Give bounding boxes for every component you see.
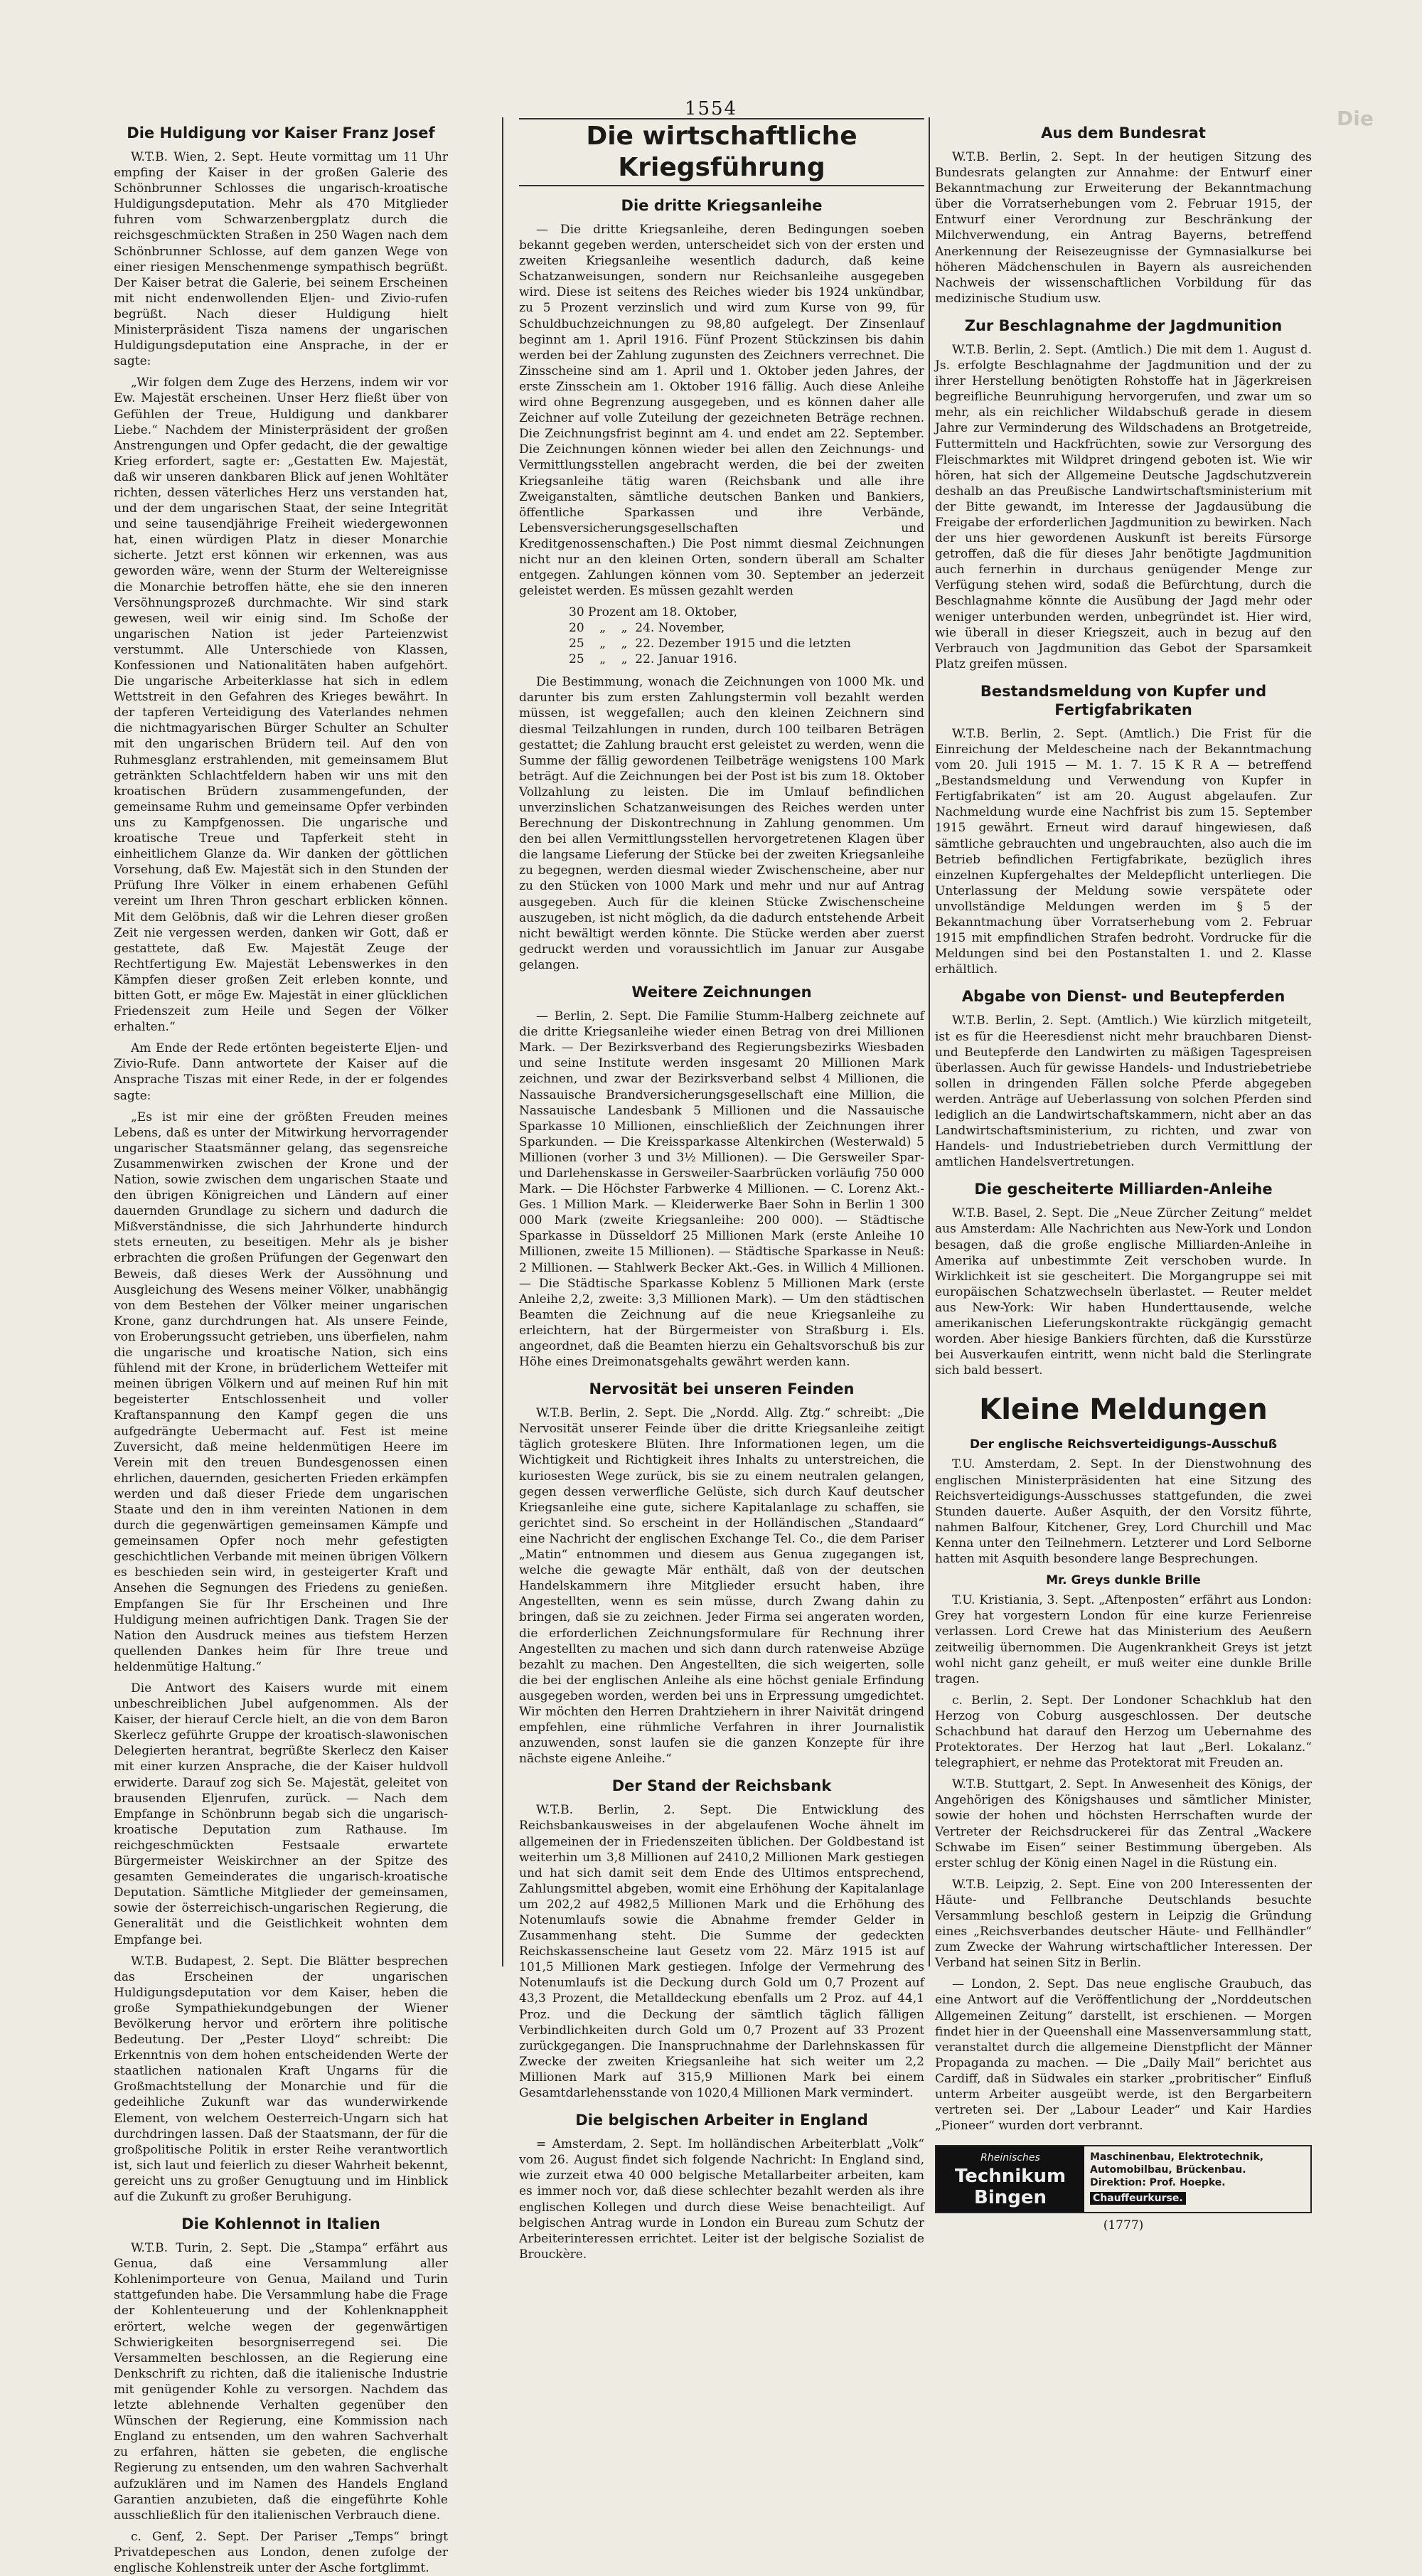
ad-line: Direktion: Prof. Hoepke.: [1090, 2177, 1226, 2189]
article-title: Nervosität bei unseren Feinden: [589, 1380, 855, 1398]
article-paragraph: = Amsterdam, 2. Sept. Im holländischen Arbeiterblatt „Volk“ vom 26. August findet sich folgende Nachricht: In England sind, wie zurzeit etwa 40 000 belgische Metallarbeiter arbeiten, kam es immer noch vor, daß diese schlechter bezahlt werden als ihre englischen Kollegen und durch diese Weise benachteiligt. Auf belgischen Antrag wurde in London ein Bureau zum Schutz der Arbeiterinteressen errichtet. Leiter ist der belgische Sozialist de Brouckère.: [519, 2137, 924, 2262]
article-paragraph: W.T.B. Basel, 2. Sept. Die „Neue Zürcher Zeitung“ meldet aus Amsterdam: Alle Nachrichten aus New-York und London besagen, daß die große englische Milliarden-Anleihe in Amerika auf unbestimmte Zeit verschoben wurde. In Wirklichkeit ist sie gescheitert. Die Morgangruppe sei mit europäischen Schatzwechseln überlastet. — Reuter meldet aus New-York: Wir haben Hunderttausende, welche amerikanischen Lieferungskontrakte rückgängig gemacht worden. Aber hiesige Bankiers fürchten, daß die Kursstürze bei Ausverkaufen eintritt, wenn nicht bald die Sterlingrate sich bald bessert.: [935, 1206, 1312, 1378]
ad-brand: [936, 2146, 1084, 2212]
article-paragraph: W.T.B. Berlin, 2. Sept. Die Entwicklung des Reichsbankausweises in der abgelaufenen Woche ähnelt im allgemeinen der in Friedenszeiten üblichen. Der Goldbestand ist weiterhin um 3,8 Millionen auf 2410,2 Millionen Mark gestiegen und hat sich damit seit dem Ende des Ultimos entsprechend, Zahlungsmittel abgeben, womit eine Erhöhung der Kapitalanlage um 202,2 auf 4982,5 Millionen Mark und die Erhöhung des Notenumlaufs sowie die Abnahme fremder Gelder in Zusammenhang steht. Die Summe der gedeckten Reichskassenscheine laut Gesetz vom 22. März 1915 ist auf 101,5 Millionen Mark gestiegen. Infolge der Vermehrung des Notenumlaufs ist die Deckung durch Gold um 0,7 Prozent auf 43,3 Prozent, die Metalldeckung ebenfalls um 2 Proz. auf 44,1 Proz. und die Deckung der sämtlich täglich fälligen Verbindlichkeiten durch Gold um 0,7 Prozent auf 33 Prozent zurückgegangen. Die Inanspruchnahme der Darlehnskassen für Zwecke der zweiten Kriegsanleihe hat sich weiter um 2,2 Millionen Mark auf 315,9 Millionen Mark bei einem Gesamtdarlehensstande von 1020,4 Millionen Mark vermindert.: [519, 1803, 924, 2101]
ad-code: (1777): [1103, 2218, 1144, 2233]
article-paragraph: — Berlin, 2. Sept. Die Familie Stumm-Halberg zeichnete auf die dritte Kriegsanleihe wieder einen Betrag von drei Millionen Mark. — Der Bezirksverband des Regierungsbezirks Wiesbaden und seine Institute werden insgesamt 20 Millionen Mark zeichnen, und zwar der Bezirksverband selbst 4 Millionen, die Nassauische Brandversicherungsgesellschaft eine Million, die Nassauische Landesbank 5 Millionen und die Nassauische Sparkasse 10 Millionen, einschließlich der Zeichnungen ihrer Sparkunden. — Die Kreissparkasse Altenkirchen (Westerwald) 5 Millionen (vorher 3 und 3½ Millionen). — Die Gersweiler Spar- und Darlehenskasse in Gersweiler-Saarbrücken vorläufig 750 000 Mark. — Die Höchster Farbwerke 4 Millionen. — C. Lorenz Akt.-Ges. 1 Million Mark. — Kleiderwerke Baer Sohn in Berlin 1 300 000 Mark (zweite Kriegsanleihe: 200 000). — Städtische Sparkasse in Düsseldorf 25 Millionen Mark (erste Anleihe 10 Millionen, zweite 15 Millionen). — Städtische Sparkasse in Neuß: 2 Millionen. — Stahlwerk Becker Akt.-Ges. in Willich 4 Millionen. — Die Städtische Sparkasse Koblenz 5 Millionen Mark (erste Anleihe 2,2, zweite: 3,3 Millionen Mark). — Um den städtischen Beamten die Zeichnung auf die neue Kriegsanleihe zu erleichtern, hat der Bürgermeister von Straßburg i. Els. angeordnet, daß die Beamten hierzu ein Gehaltsvorschuß bis zur Höhe eines Dreimonatsgehalts gewährt werden kann.: [519, 1009, 924, 1370]
section-headline: Die wirtschaftliche Kriegsführung: [519, 118, 924, 186]
article-paragraph: W.T.B. Berlin, 2. Sept. Die „Nordd. Allg. Ztg.“ schreibt: „Die Nervosität unserer Feinde über die dritte Kriegsanleihe zeitigt täglich groteskere Blüten. Ihre Informationen legen, um die Wichtigkeit und Richtigkeit ihres Inhalts zu unterstreichen, die kuriosesten Wege zurück, bis sie zu einem neutralen gelangen, gegen dessen verwerfliche Gelüste, sich durch Kauf deutscher Kriegsanleihe eine gute, sichere Kapitalanlage zu schaffen, sie gerichtet sind. So erscheint in der Holländischen „Standaard“ eine Nachricht der englischen Exchange Tel. Co., die dem Pariser „Matin“ entnommen und diesem aus Genua zugegangen ist, welche die gewagte Mär enthält, daß von der deutschen Handelskammern ihre Mitglieder ersucht haben, ihre Angestellten, wenn es sein müsse, durch Zwang dahin zu bringen, daß sie zu zeichnen. Jeder Firma sei angeraten worden, die erforderlichen Zeichnungsformulare für Rechnung ihrer Angestellten zu machen und sich dann durch ratenweise Abzüge bezahlt zu machen. Den Angestellten, die sich weigerten, solle die bei der englischen Anleihe als eine höchst geniale Erfindung ausgegeben worden, werden bei uns in Erpressung umgedichtet. Wir möchten den Herren Drahtziehern in ihrer Naivität dringend empfehlen, eine rühmliche Verfahren in ihrer Journalistik anzuwenden, sonst laufen sie die ganzen Konzepte für ihre nächste eigene Anleihe.“: [519, 1406, 924, 1767]
payment-row: 25 „ „ 22. Januar 1916.: [569, 652, 737, 667]
ad-line: Maschinenbau, Elektrotechnik,: [1090, 2151, 1264, 2163]
article-title: Die gescheiterte Milliarden-Anleihe: [974, 1181, 1273, 1198]
payment-row: 20 „ „ 24. November,: [569, 621, 725, 636]
article-paragraph: T.U. Amsterdam, 2. Sept. In der Dienstwohnung des englischen Ministerpräsidenten hat eine Sitzung des Reichsverteidigungs-Ausschusses stattgefunden, die zwei Stunden dauerte. Außer Asquith, der den Vorsitz führte, nahmen Balfour, Kitchener, Grey, Lord Churchill und Mac Kenna unter den Teilnehmern. Letzterer und Lord Selborne hatten mit Asquith besondere lange Besprechungen.: [935, 1457, 1312, 1567]
column-divider: [929, 117, 930, 1966]
article-paragraph: Die Bestimmung, wonach die Zeichnungen von 1000 Mk. und darunter bis zum ersten Zahlungstermin voll bezahlt werden müssen, ist weggefallen; auch den kleinen Zeichnern sind diesmal Teilzahlungen in runden, durch 100 teilbaren Beträgen gestattet; die Zahlung braucht erst geleistet zu werden, wenn die Summe der fällig gewordenen Teilbeträge wenigstens 100 Mark beträgt. Auf die Zeichnungen bei der Post ist bis zum 18. Oktober Vollzahlung zu leisten. Die im Umlauf befindlichen unverzinslichen Schatzanweisungen des Reiches werden unter Berechnung der Diskontrechnung in Zahlung genommen. Um den bei allen Vermittlungsstellen hervorgetretenen Klagen über die langsame Lieferung der Stücke bei der zweiten Kriegsanleihe zu begegnen, werden diesmal wieder Zwischenscheine, aber nur zu den Stücken von 1000 Mark und mehr und nur auf Antrag ausgegeben. Auch für die kleinen Stücke Zwischenscheine auszugeben, ist nicht möglich, da die dadurch entstehende Arbeit nicht bewältigt werden könnte. Die Stücke werden aber zuerst gedruckt werden und voraussichtlich im Januar zur Ausgabe gelangen.: [519, 675, 924, 972]
advertisement: [935, 2145, 1312, 2213]
payment-row: 30 Prozent am 18. Oktober,: [569, 605, 738, 620]
article-paragraph: W.T.B. Budapest, 2. Sept. Die Blätter besprechen das Erscheinen der ungarischen Huldigungsdeputation vor dem Kaiser, heben die große Sympathiekundgebungen der Wiener Bevölkerung hervor und erörtern ihre politische Bedeutung. Der „Pester Lloyd“ schreibt: Die Erkenntnis von dem hohen entscheidenden Werte der staatlichen nationalen Kraft Ungarns für die Großmachtstellung der Monarchie und für die gedeihliche Zukunft war das wunderwirkende Element, von welchem Oesterreich-Ungarn sich hat durchdringen lassen. Daß der Staatsmann, der für die großpolitische Politik in erster Reihe verantwortlich ist, sich laut und feierlich zu dieser Wahrheit bekennt, gereicht uns zu großer Genugtuung und im Hinblick auf die Zukunft zu großer Beruhigung.: [114, 1954, 448, 2204]
article-paragraph: W.T.B. Berlin, 2. Sept. (Amtlich.) Die mit dem 1. August d. Js. erfolgte Beschlagnahme der Jagdmunition und der zu ihrer Herstellung benötigten Rohstoffe hat in Jägerkreisen begreifliche Beunruhigung hervorgerufen, und zwar um so mehr, als ein reichlicher Wildabschuß gerade in diesem Jahre zur Verminderung des Wildschadens an Brotgetreide, Futtermitteln und Hackfrüchten, sowie zur Versorgung des Fleischmarktes mit Wildpret dringend geboten ist. Wie wir hören, hat sich der Allgemeine Deutsche Jagdschutzverein deshalb an das Preußische Landwirtschaftsministerium mit der Bitte gewandt, im Interesse der Jagdausübung die Freigabe der erforderlichen Jagdmunition zu bewirken. Nach der uns hier gewordenen Auskunft ist bereits Fürsorge getroffen, daß die für dieses Jahr benötigte Jagdmunition auch fernerhin in durchaus genügender Menge zur Verfügung stehen wird, sodaß die Befürchtung, durch die Beschlagnahme könnte die Ausübung der Jagd mehr oder weniger unterbunden werden, unbegründet ist. Hier wird, wie überall in dieser Kriegszeit, auch in bezug auf den Verbrauch von Jagdmunition das Gebot der Sparsamkeit Platz greifen müssen.: [935, 342, 1312, 671]
article-paragraph: T.U. Kristiania, 3. Sept. „Aftenposten“ erfährt aus London: Grey hat vorgestern London für eine kurze Ferienreise verlassen. Lord Crewe hat das Ministerium des Aeußern zeitweilig übernommen. Die Augenkrankheit Greys ist jetzt wohl nicht ganz geheilt, er muß weiter eine dunkle Brille tragen.: [935, 1593, 1312, 1686]
article-paragraph: „Wir folgen dem Zuge des Herzens, indem wir vor Ew. Majestät erscheinen. Unser Herz fließt über von Gefühlen der Treue, Huldigung und dankbarer Liebe.“ Nachdem der Ministerpräsident der großen Anstrengungen und Opfer gedacht, die der gewaltige Krieg erfordert, sagte er: „Gestatten Ew. Majestät, daß wir unseren dankbaren Blick auf jenen Wohltäter richten, dessen väterliches Herz uns verstanden hat, und der dem ungarischen Staat, der seine Integrität und seine tausendjährige Freiheit wiedergewonnen hat, einen würdigen Platz in dieser Monarchie sicherte. Jetzt erst können wir erkennen, was aus geworden wäre, wenn der Sturm der Weltereignisse die Monarchie betroffen hätte, ehe sie den inneren Versöhnungsprozeß durchmachte. Wir sind stark gewesen, weil wir einig sind. Im Schoße der ungarischen Nation ist jeder Parteienzwist verstummt. Alle Unterschiede von Klassen, Konfessionen und Nationalitäten haben aufgehört. Die ungarische Arbeiterklasse hat sich in edlem Wettstreit in den Gefahren des Krieges bewährt. In der tapferen Verteidigung des Vaterlandes nehmen die nichtmagyarischen Bürger Schulter an Schulter mit den ungarischen Brüdern teil. Auf den von Ruhmesglanz erstrahlenden, mit gemeinsamem Blut getränkten Schlachtfeldern haben wir uns mit den kroatischen Brüdern zusammengefunden, der gemeinsame Ruhm und gemeinsame Opfer verbinden uns zu Kampfgenossen. Die ungarische und kroatische Treue und Tapferkeit steht in einheitlichem Glanze da. Wir danken der göttlichen Vorsehung, daß Ew. Majestät sich in den Stunden der Prüfung Ihre Völker in einem erhabenen Gefühl vereint um Ihren Thron geschart erblicken können. Mit dem Gelöbnis, daß wir die Lehren dieser großen Zeit nie vergessen werden, danken wir Gott, daß er gestattete, daß Ew. Majestät Zeuge der Rechtfertigung Ew. Majestät Lebenswerkes in den Kämpfen dieser großen Zeit erleben konnte, und bitten Gott, er möge Ew. Majestät in einer glücklichen Friedenszeit zum Heile und Segen der Völker erhalten.“: [114, 376, 448, 1035]
ad-line: Chauffeurkurse.: [1090, 2192, 1186, 2205]
article-paragraph: Am Ende der Rede ertönten begeisterte Eljen- und Zivio-Rufe. Dann antwortete der Kaiser auf die Ansprache Tiszas mit einer Rede, in der er folgendes sagte:: [114, 1041, 448, 1103]
payment-row: 25 „ „ 22. Dezember 1915 und die letzten: [569, 637, 851, 651]
column-right: [935, 114, 1312, 2233]
column-divider: [502, 117, 503, 1966]
article-title: Der Stand der Reichsbank: [611, 1777, 832, 1795]
article-paragraph: — Die dritte Kriegsanleihe, deren Bedingungen soeben bekannt gegeben werden, unterscheidet sich von der ersten und zweiten Kriegsanleihe wesentlich dadurch, daß keine Schatzanweisungen, sondern nur Reichsanleihe ausgegeben wird. Diese ist seitens des Reiches wieder bis 1924 unkündbar, zu 5 Prozent verzinslich und wird zum Kurse von 99, für Schuldbuchzeichnungen zu 98,80 aufgelegt. Der Zinsenlauf beginnt am 1. April 1916. Fünf Prozent Stückzinsen bis dahin werden bei der Zahlung zugunsten des Zeichners verrechnet. Die Zinsscheine sind am 1. April und 1. Oktober jeden Jahres, der erste Zinsschein am 1. Oktober 1916 fällig. Auch diese Anleihe wird ohne Begrenzung ausgegeben, und es können daher alle Zeichner auf volle Zuteilung der gezeichneten Beträge rechnen. Die Zeichnungsfrist beginnt am 4. und endet am 22. September. Die Zeichnungen können wieder bei allen den Zeichnungs- und Vermittlungsstellen angebracht werden, die bei der zweiten Kriegsanleihe tätig waren (Reichsbank und alle ihre Zweiganstalten, sämtliche deutschen Banken und Bankiers, öffentliche Sparkassen und ihre Verbände, Lebensversicherungsgesellschaften und Kreditgenossenschaften.) Die Post nimmt diesmal Zeichnungen nicht nur an den kleinen Orten, sondern überall am Schalter entgegen. Zahlungen können vom 30. September an jederzeit geleistet werden. Es müssen gezahlt werden: [519, 223, 924, 599]
article-paragraph: W.T.B. Leipzig, 2. Sept. Eine von 200 Interessenten der Häute- und Fellbranche Deutschlands besuchte Versammlung beschloß gestern in Leipzig die Gründung eines „Reichsverbandes deutscher Häute- und Fellhändler“ zum Zwecke der Wahrung wirtschaftlicher Interessen. Der Verband hat seinen Sitz in Berlin.: [935, 1877, 1312, 1971]
column-left: [114, 114, 448, 2575]
ad-brand-top: Rheinisches: [980, 2152, 1040, 2164]
article-paragraph: W.T.B. Berlin, 2. Sept. In der heutigen Sitzung des Bundesrats gelangten zur Annahme: der Entwurf einer Bekanntmachung zur Erweiterung der Bekanntmachung über die Vorratserhebungen vom 2. Februar 1915, der Entwurf einer Verordnung zur Beschränkung der Milchverwendung, ein Antrag Bayerns, betreffend Anerkennung der Reisezeugnisse der Gymnasialkurse bei höheren Mädchenschulen in Bayern als ausreichenden Nachweis der wissenschaftlichen Vorbildung für das medizinische Studium usw.: [935, 150, 1312, 306]
payment-schedule: [569, 605, 924, 667]
article-paragraph: c. Genf, 2. Sept. Der Pariser „Temps“ bringt Privatdepeschen aus London, denen zufolge der englische Kohlenstreik unter der Asche fortglimmt.: [114, 2529, 448, 2575]
article-paragraph: W.T.B. Berlin, 2. Sept. (Amtlich.) Wie kürzlich mitgeteilt, ist es für die Heeresdienst nicht mehr brauchbaren Dienst- und Beutepferde den Landwirten zu mäßigen Tagespreisen überlassen. Auch für gewisse Handels- und Industriebetriebe sollen in dringenden Fällen solche Pferde abgegeben werden. Anträge auf Ueberlassung von solchen Pferden sind lediglich an die Landwirtschaftskammern, nicht aber an das Landwirtschaftsministerium, zu richten, und zwar von Handels- und Industriebetrieben durch Vermittlung der amtlichen Handelsvertretungen.: [935, 1013, 1312, 1170]
article-title: Der englische Reichsverteidigungs-Ausschuß: [969, 1437, 1278, 1452]
article-title: Die Huldigung vor Kaiser Franz Josef: [127, 124, 435, 142]
page-number: 1554: [684, 98, 738, 119]
article-title: Die dritte Kriegsanleihe: [621, 197, 823, 214]
article-title: Bestandsmeldung von Kupfer und Fertigfabrikaten: [980, 682, 1267, 718]
article-title: Mr. Greys dunkle Brille: [1046, 1573, 1201, 1588]
article-paragraph: Die Antwort des Kaisers wurde mit einem unbeschreiblichen Jubel aufgenommen. Als der Kaiser, der hierauf Cercle hielt, an die von dem Baron Skerlecz geführte Gruppe der kroatisch-slawonischen Delegierten herantrat, begrüßte Skerlecz den Kaiser mit einer kurzen Ansprache, die der Kaiser huldvoll erwiderte. Darauf zog sich Se. Majestät, geleitet von brausenden Eljenrufen, zurück. — Nach dem Empfange in Schönbrunn begab sich die ungarisch-kroatische Deputation zum Rathause. Im reichgeschmückten Festsaale erwartete Bürgermeister Weiskirchner an der Spitze des gesamten Gemeinderates die ungarisch-kroatische Deputation. Sämtliche Mitglieder der gemeinsamen, sowie der österreichisch-ungarischen Regierung, die Generalität und die Geistlichkeit wohnten dem Empfange bei.: [114, 1681, 448, 1947]
article-paragraph: — London, 2. Sept. Das neue englische Graubuch, das eine Antwort auf die Veröffentlichung der „Norddeutschen Allgemeinen Zeitung“ darstellt, ist erschienen. — Morgen findet hier in der Queenshall eine Massenversammlung statt, veranstaltet durch die allgemeine Dienstpflicht der Männer Propaganda zu machen. — Die „Daily Mail“ berichtet aus Cardiff, daß in Südwales ein starker „probritischer“ Einfluß unterm Arbeiter ausgeübt werde, ist den Bergarbeitern vertreten sei. Der „Labour Leader“ und Kair Hardies „Pioneer“ wurden dort verbrannt.: [935, 1977, 1312, 2134]
article-title: Zur Beschlagnahme der Jagdmunition: [964, 316, 1283, 334]
ad-line: Automobilbau, Brückenbau.: [1090, 2164, 1246, 2176]
article-paragraph: W.T.B. Stuttgart, 2. Sept. In Anwesenheit des Königs, der Angehörigen des Königshauses und sämtlicher Minister, sowie der hohen und höchsten Herrschaften wurde der Vertreter der Reichsdruckerei für das Zentral „Wackere Schwabe im Eisen“ seiner Bestimmung übergeben. Als erster schlug der König einen Nagel in die Rüstung ein.: [935, 1777, 1312, 1870]
article-paragraph: c. Berlin, 2. Sept. Der Londoner Schachklub hat den Herzog von Coburg ausgeschlossen. Der deutsche Schachbund hat darauf den Herzog um Uebernahme des Protektorates. Der Herzog hat laut „Berl. Lokalanz.“ telegraphiert, er nehme das Protektorat mit Freuden an.: [935, 1693, 1312, 1771]
article-paragraph: W.T.B. Berlin, 2. Sept. (Amtlich.) Die Frist für die Einreichung der Meldescheine nach der Bekanntmachung vom 20. Juli 1915 — M. 1. 7. 15 K R A — betreffend „Bestandsmeldung und Verwendung von Kupfer in Fertigfabrikaten“ ist am 20. August abgelaufen. Zur Nachmeldung wurde eine Nachfrist bis zum 15. September 1915 gewährt. Erneut wird darauf hingewiesen, daß sämtliche gebrauchten und ungebrauchten, also auch die im Betrieb befindlichen Fertigfabrikate, bezüglich ihres einzelnen Kupfergehaltes der Meldepflicht unterliegen. Die Unterlassung der Meldung sowie verspätete oder unvollständige Meldungen werden im § 5 der Bekanntmachung über Vorratserhebung vom 2. Februar 1915 mit empfindlichen Strafen bedroht. Vordrucke für die Meldungen sind bei den Postanstalten 1. und 2. Klasse erhältlich.: [935, 726, 1312, 977]
article-paragraph: W.T.B. Wien, 2. Sept. Heute vormittag um 11 Uhr empfing der Kaiser in der großen Galerie des Schönbrunner Schlosses die ungarisch-kroatische Huldigungsdeputation. Mehr als 470 Mitglieder fuhren vom Schwarzenbergplatz durch die reichsgeschmückten Straßen in 250 Wagen nach dem Schönbrunner Schlosse, auf dem ganzen Wege von einer riesigen Menschenmenge sympathisch begrüßt. Der Kaiser betrat die Galerie, bei seinem Erscheinen mit nicht endenwollenden Eljen- und Zivio-rufen begrüßt. Nach dieser Huldigung hielt Ministerpräsident Tisza namens der ungarischen Huldigungsdeputation eine Ansprache, in der er sagte:: [114, 150, 448, 369]
article-title: Die belgischen Arbeiter in England: [575, 2112, 868, 2129]
article-paragraph: W.T.B. Turin, 2. Sept. Die „Stampa“ erfährt aus Genua, daß eine Versammlung aller Kohlenimporteure von Genua, Mailand und Turin stattgefunden habe. Die Versammlung habe die Frage der Kohlenteuerung und der Kohlenknappheit erörtert, welche wegen der gegenwärtigen Schwierigkeiten besorgniserregend sei. Die Versammelten beschlossen, an die Regierung eine Denkschrift zu richten, daß die italienische Industrie mit genügender Kohle zu versorgen. Nachdem das letzte ablehnende Verhalten gegenüber den Wünschen der Regierung, eine Kommission nach England zu entsenden, um den wahren Sachverhalt zu erfahren, hätten sie gebeten, die englische Regierung zu entsenden, um den wahren Sachverhalt aufzuklären und im Namen des Handels England Garantien anzubieten, daß die eingeführte Kohle ausschließlich für den italienischen Verbrauch diene.: [114, 2241, 448, 2523]
section-title: Kleine Meldungen: [979, 1393, 1268, 1427]
article-title: Abgabe von Dienst- und Beutepferden: [961, 988, 1285, 1006]
article-paragraph: „Es ist mir eine der größten Freuden meines Lebens, daß es unter der Mitwirkung hervorragender ungarischer Staatsmänner gelang, das segensreiche Zusammenwirken zwischen der Krone und der Nation, sowie zwischen dem ungarischen Staate und den übrigen Königreichen und Ländern auf einer dauernden Grundlage zu sichern und dadurch die Mißverständnisse, die sich Jahrhunderte hindurch stets erneuten, zu beseitigen. Mehr als je bisher erbrachten die großen Prüfungen der Gegenwart den Beweis, daß dieses Werk der Aussöhnung und Ausgleichung des Wesens meiner Völker, unabhängig von dem Bestehen der Völker meiner ungarischen Krone, ganz durchdrungen hat. Als unsere Feinde, von Eroberungssucht getrieben, uns überfielen, nahm die ungarische und kroatische Nation, sich eins fühlend mit der Krone, in brüderlichem Wetteifer mit meinen übrigen Völkern und auf meinen Ruf hin mit begeisterter Entschlossenheit und voller Kraftanspannung den Kampf gegen die uns aufgedrängte Uebermacht auf. Fest ist meine Zuversicht, daß meine heldenmütigen Heere im Verein mit den treuen Bundesgenossen einen ehrlichen, dauernden, gesicherten Frieden erkämpfen werden und daß dieser Friede dem ungarischen Staate und den in ihm vereinten Nationen in dem durch die gegenwärtigen gemeinsamen Kämpfe und gemeinsamen Opfer noch mehr gefestigten geschichtlichen Verbande mit meinen übrigen Völkern es beschieden sein wird, in gesteigerter Kraft und Ansehen die Segnungen des Friedens zu genießen. Empfangen Sie für Ihr Erscheinen und Ihre Huldigung meinen aufrichtigen Dank. Tragen Sie der Nation den Ausdruck meines aus tiefstem Herzen quellenden Dankes heim für Ihre treue und heldenmütige Haltung.“: [114, 1109, 448, 1674]
bleed-through-text: Die: [1337, 107, 1374, 130]
column-middle: [519, 114, 924, 2262]
article-title: Weitere Zeichnungen: [631, 984, 812, 1001]
article-title: Die Kohlennot in Italien: [181, 2215, 380, 2233]
ad-brand-name: Technikum Bingen: [954, 2166, 1066, 2209]
article-title: Aus dem Bundesrat: [1041, 124, 1206, 142]
ad-details: [1084, 2146, 1310, 2212]
